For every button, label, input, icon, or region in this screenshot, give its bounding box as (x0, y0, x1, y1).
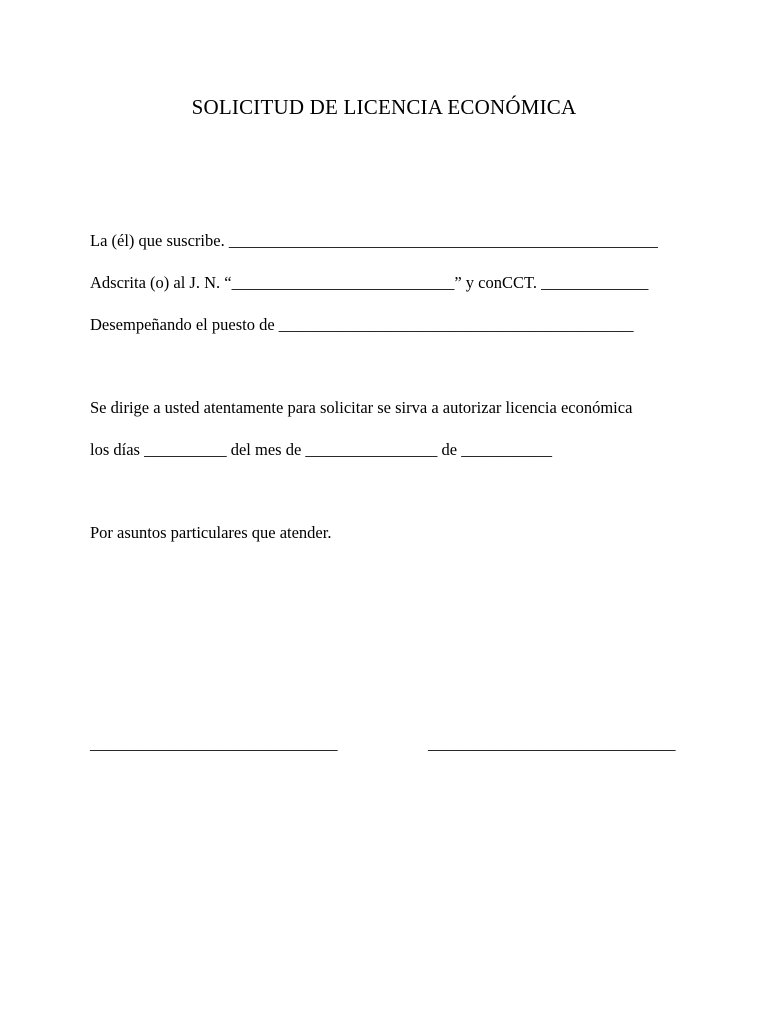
signature-line-right: ______________________________ (428, 734, 676, 753)
assigned-school-line: Adscrita (o) al J. N. “___________________________” y conCCT. _____________ (90, 273, 649, 292)
request-line: Se dirige a usted atentamente para solicitar se sirva a autorizar licencia económica (90, 398, 633, 417)
position-line: Desempeñando el puesto de ___________________________________________ (90, 315, 634, 334)
document-title: SOLICITUD DE LICENCIA ECONÓMICA (191, 95, 577, 119)
dates-line: los días __________ del mes de ________________ de ___________ (90, 440, 552, 459)
subscriber-line: La (él) que suscribe. ____________________________________________________ (90, 231, 658, 250)
reason-line: Por asuntos particulares que atender. (90, 523, 332, 542)
signature-line-left: ______________________________ (90, 734, 338, 753)
